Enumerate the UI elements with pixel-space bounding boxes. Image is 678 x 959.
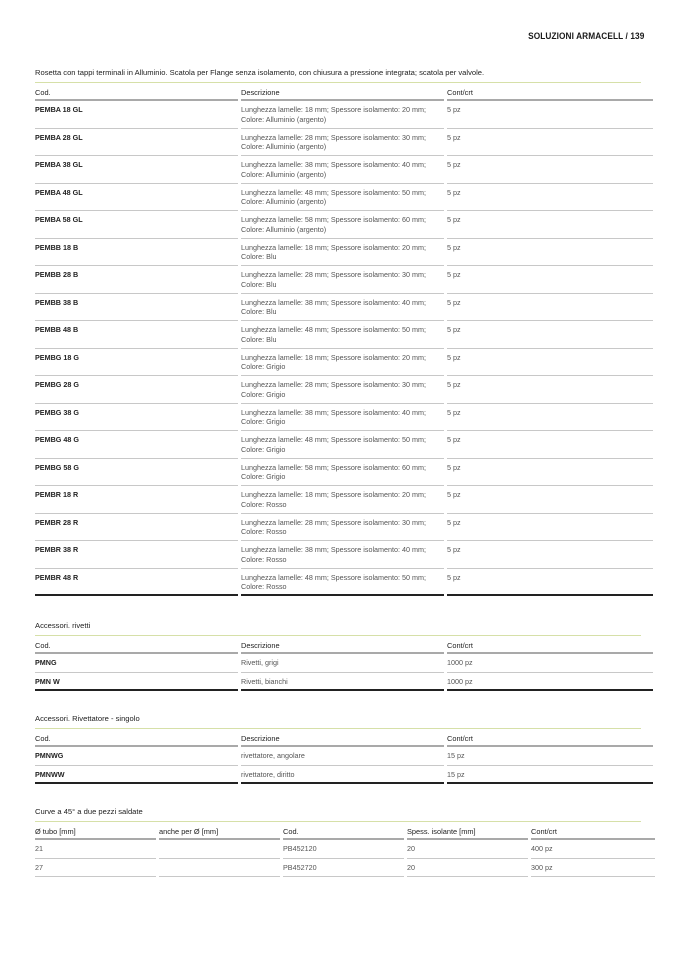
product-code-cell: PMNWG <box>35 747 238 766</box>
section-title: Rosetta con tappi terminali in Alluminio. Scatola per Flange senza isolamento, con chiusura a pressione integrata; scatola per valvole. <box>35 68 485 77</box>
description-cell: Lunghezza lamelle: 58 mm; Spessore isolamento: 60 mm; Colore: Grigio <box>241 459 444 487</box>
product-code-cell: PEMBG 38 G <box>35 404 238 432</box>
product-code-cell: PMN W <box>35 673 238 692</box>
product-code-cell: PEMBA 28 GL <box>35 129 238 157</box>
quantity-cell: 15 pz <box>447 747 653 766</box>
product-code-cell: PMNG <box>35 654 238 673</box>
section-title: Curve a 45° a due pezzi saldate <box>35 807 143 816</box>
also-for-diameter-cell <box>159 859 280 878</box>
product-code-cell: PEMBG 58 G <box>35 459 238 487</box>
table-header-row <box>35 729 653 747</box>
description-cell: Lunghezza lamelle: 48 mm; Spessore isolamento: 50 mm; Colore: Rosso <box>241 569 444 597</box>
table-row <box>35 321 653 349</box>
quantity-cell: 5 pz <box>447 486 653 514</box>
product-table <box>32 729 656 784</box>
product-code-cell: PEMBB 18 B <box>35 239 238 267</box>
product-code-cell: PEMBB 28 B <box>35 266 238 294</box>
product-table <box>32 822 658 877</box>
description-cell: Lunghezza lamelle: 48 mm; Spessore isolamento: 50 mm; Colore: Grigio <box>241 431 444 459</box>
table-row <box>35 349 653 377</box>
product-code-cell: PEMBR 48 R <box>35 569 238 597</box>
description-cell: Lunghezza lamelle: 18 mm; Spessore isolamento: 20 mm; Colore: Rosso <box>241 486 444 514</box>
column-header: Spess. isolante [mm] <box>407 822 528 840</box>
product-code-cell: PEMBB 48 B <box>35 321 238 349</box>
table-row <box>35 766 653 785</box>
page-header: SOLUZIONI ARMACELL / 139 <box>527 31 644 41</box>
table-row <box>35 294 653 322</box>
also-for-diameter-cell <box>159 840 280 859</box>
table-row <box>35 514 653 542</box>
description-cell: Lunghezza lamelle: 38 mm; Spessore isolamento: 40 mm; Colore: Grigio <box>241 404 444 432</box>
product-code-cell: PEMBR 28 R <box>35 514 238 542</box>
description-cell: Lunghezza lamelle: 58 mm; Spessore isolamento: 60 mm; Colore: Alluminio (argento) <box>241 211 444 239</box>
table-row <box>35 459 653 487</box>
quantity-cell: 5 pz <box>447 184 653 212</box>
description-cell: Lunghezza lamelle: 28 mm; Spessore isolamento: 30 mm; Colore: Blu <box>241 266 444 294</box>
quantity-cell: 5 pz <box>447 459 653 487</box>
column-header: Cod. <box>35 636 238 654</box>
product-table <box>32 83 656 596</box>
quantity-cell: 400 pz <box>531 840 655 859</box>
quantity-cell: 5 pz <box>447 349 653 377</box>
product-code-cell: PEMBA 58 GL <box>35 211 238 239</box>
description-cell: Lunghezza lamelle: 18 mm; Spessore isolamento: 20 mm; Colore: Grigio <box>241 349 444 377</box>
description-cell: rivettatore, diritto <box>241 766 444 785</box>
table-row <box>35 431 653 459</box>
product-code-cell: PEMBA 48 GL <box>35 184 238 212</box>
product-code-cell: PEMBR 18 R <box>35 486 238 514</box>
description-cell: Lunghezza lamelle: 38 mm; Spessore isolamento: 40 mm; Colore: Rosso <box>241 541 444 569</box>
description-cell: Lunghezza lamelle: 18 mm; Spessore isolamento: 20 mm; Colore: Blu <box>241 239 444 267</box>
table-row <box>35 156 653 184</box>
column-header: Descrizione <box>241 636 444 654</box>
quantity-cell: 1000 pz <box>447 654 653 673</box>
description-cell: Lunghezza lamelle: 38 mm; Spessore isolamento: 40 mm; Colore: Alluminio (argento) <box>241 156 444 184</box>
table-row <box>35 747 653 766</box>
table-row <box>35 541 653 569</box>
product-code-cell: PEMBB 38 B <box>35 294 238 322</box>
table-row <box>35 673 653 692</box>
section-title: Accessori. rivetti <box>35 621 91 630</box>
product-code-cell: PEMBG 28 G <box>35 376 238 404</box>
column-header: Cont/crt <box>447 83 653 101</box>
quantity-cell: 5 pz <box>447 266 653 294</box>
quantity-cell: 5 pz <box>447 239 653 267</box>
table-row <box>35 859 655 878</box>
section-title: Accessori. Rivettatore - singolo <box>35 714 140 723</box>
description-cell: Lunghezza lamelle: 48 mm; Spessore isolamento: 50 mm; Colore: Blu <box>241 321 444 349</box>
table-row <box>35 376 653 404</box>
quantity-cell: 5 pz <box>447 404 653 432</box>
table-row <box>35 840 655 859</box>
table-header-row <box>35 636 653 654</box>
section-curve-45 <box>35 807 641 877</box>
table-header-row <box>35 822 655 840</box>
product-table <box>32 636 656 691</box>
column-header: Cod. <box>283 822 404 840</box>
product-code-cell: PEMBA 38 GL <box>35 156 238 184</box>
product-code-cell: PEMBR 38 R <box>35 541 238 569</box>
quantity-cell: 5 pz <box>447 101 653 129</box>
table-header-row <box>35 83 653 101</box>
description-cell: Lunghezza lamelle: 28 mm; Spessore isolamento: 30 mm; Colore: Grigio <box>241 376 444 404</box>
description-cell: Lunghezza lamelle: 38 mm; Spessore isolamento: 40 mm; Colore: Blu <box>241 294 444 322</box>
description-cell: Lunghezza lamelle: 48 mm; Spessore isolamento: 50 mm; Colore: Alluminio (argento) <box>241 184 444 212</box>
quantity-cell: 5 pz <box>447 156 653 184</box>
column-header: Cont/crt <box>447 636 653 654</box>
quantity-cell: 5 pz <box>447 514 653 542</box>
table-row <box>35 569 653 597</box>
description-cell: rivettatore, angolare <box>241 747 444 766</box>
product-code-cell: PB452720 <box>283 859 404 878</box>
quantity-cell: 5 pz <box>447 376 653 404</box>
description-cell: Rivetti, grigi <box>241 654 444 673</box>
table-row <box>35 654 653 673</box>
quantity-cell: 5 pz <box>447 321 653 349</box>
section-accessori-rivettatore <box>35 714 641 784</box>
column-header: Cod. <box>35 83 238 101</box>
column-header: Descrizione <box>241 729 444 747</box>
column-header: anche per Ø [mm] <box>159 822 280 840</box>
quantity-cell: 5 pz <box>447 294 653 322</box>
description-cell: Rivetti, bianchi <box>241 673 444 692</box>
quantity-cell: 5 pz <box>447 129 653 157</box>
pipe-diameter-cell: 21 <box>35 840 156 859</box>
column-header: Cont/crt <box>531 822 655 840</box>
column-header: Cont/crt <box>447 729 653 747</box>
table-row <box>35 266 653 294</box>
table-row <box>35 486 653 514</box>
table-row <box>35 404 653 432</box>
quantity-cell: 5 pz <box>447 569 653 597</box>
quantity-cell: 15 pz <box>447 766 653 785</box>
column-header: Cod. <box>35 729 238 747</box>
product-code-cell: PEMBG 18 G <box>35 349 238 377</box>
product-code-cell: PMNWW <box>35 766 238 785</box>
description-cell: Lunghezza lamelle: 28 mm; Spessore isolamento: 30 mm; Colore: Alluminio (argento) <box>241 129 444 157</box>
table-row <box>35 239 653 267</box>
section-rosetta <box>35 68 641 596</box>
insulation-thickness-cell: 20 <box>407 859 528 878</box>
section-accessori-rivetti <box>35 621 641 691</box>
table-row <box>35 184 653 212</box>
quantity-cell: 5 pz <box>447 211 653 239</box>
quantity-cell: 5 pz <box>447 541 653 569</box>
product-code-cell: PEMBA 18 GL <box>35 101 238 129</box>
product-code-cell: PB452120 <box>283 840 404 859</box>
quantity-cell: 5 pz <box>447 431 653 459</box>
insulation-thickness-cell: 20 <box>407 840 528 859</box>
table-row <box>35 101 653 129</box>
quantity-cell: 300 pz <box>531 859 655 878</box>
column-header: Descrizione <box>241 83 444 101</box>
pipe-diameter-cell: 27 <box>35 859 156 878</box>
table-row <box>35 211 653 239</box>
table-row <box>35 129 653 157</box>
description-cell: Lunghezza lamelle: 18 mm; Spessore isolamento: 20 mm; Colore: Alluminio (argento) <box>241 101 444 129</box>
column-header: Ø tubo [mm] <box>35 822 156 840</box>
quantity-cell: 1000 pz <box>447 673 653 692</box>
description-cell: Lunghezza lamelle: 28 mm; Spessore isolamento: 30 mm; Colore: Rosso <box>241 514 444 542</box>
product-code-cell: PEMBG 48 G <box>35 431 238 459</box>
